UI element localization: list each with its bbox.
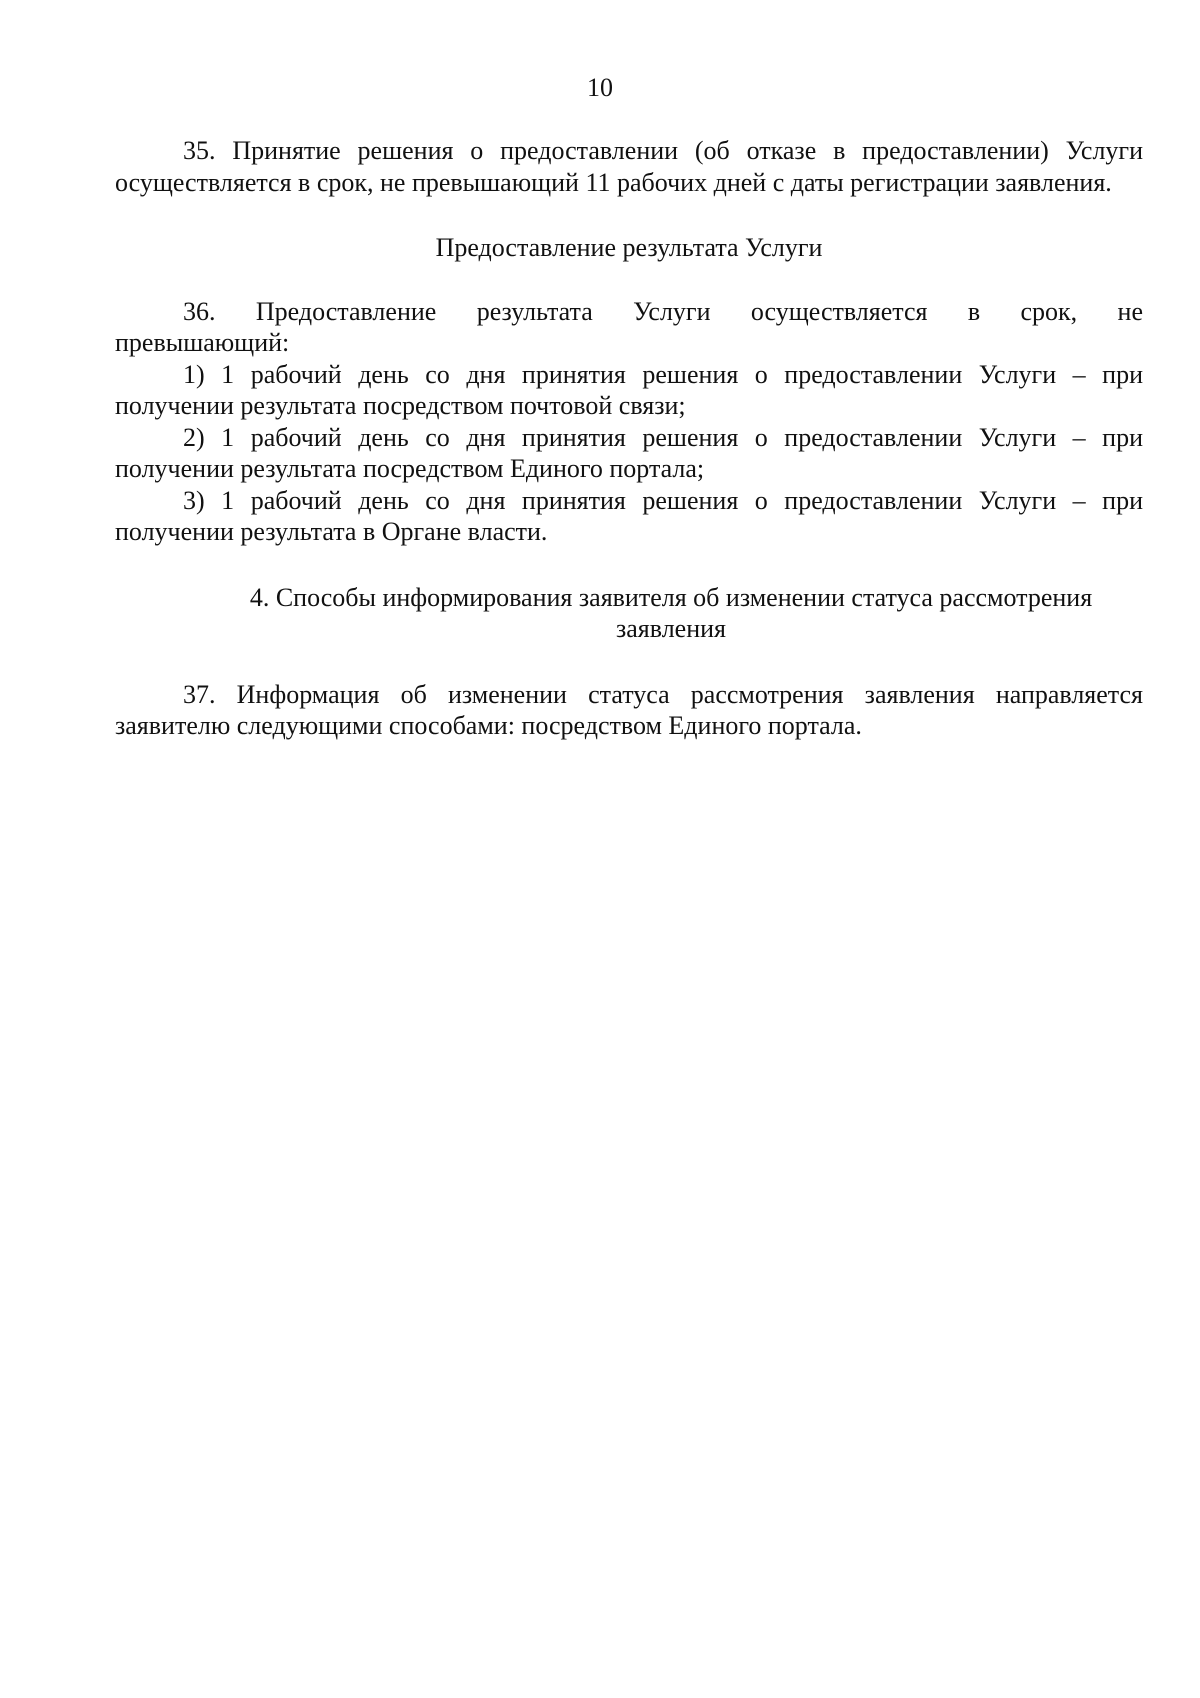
paragraph-36-item-1: 1) 1 рабочий день со дня принятия решения о предоставлении Услуги – при получении результата посредством почтовой связи; [115, 359, 1143, 420]
paragraph-36-item-2: 2) 1 рабочий день со дня принятия решения о предоставлении Услуги – при получении результата посредством Единого портала; [115, 422, 1143, 483]
section-4-heading-line-1: 4. Способы информирования заявителя об изменении статуса рассмотрения [249, 582, 1093, 612]
paragraph-36-line-1: 36. Предоставление результата Услуги осуществляется в срок, не [183, 296, 1143, 326]
page-number: 10 [587, 73, 613, 102]
paragraph-37: 37. Информация об изменении статуса рассмотрения заявления направляется заявителю следующими способами: посредством Единого портала. [115, 679, 1143, 740]
paragraph-36-item-3: 3) 1 рабочий день со дня принятия решения о предоставлении Услуги – при получении результата в Органе власти. [115, 485, 1143, 546]
paragraph-36-line-2: превышающий: [115, 328, 290, 357]
spacer [115, 198, 1143, 232]
paragraph-35: 35. Принятие решения о предоставлении (об отказе в предоставлении) Услуги осуществляется в срок, не превышающий 11 рабочих дней с даты регистрации заявления. [115, 136, 1143, 197]
spacer [115, 548, 1143, 582]
document-body [115, 135, 1143, 742]
subheading-result: Предоставление результата Услуги [435, 233, 823, 262]
spacer [115, 264, 1143, 296]
spacer [115, 645, 1143, 679]
section-4-heading-line-2: заявления [615, 614, 726, 643]
